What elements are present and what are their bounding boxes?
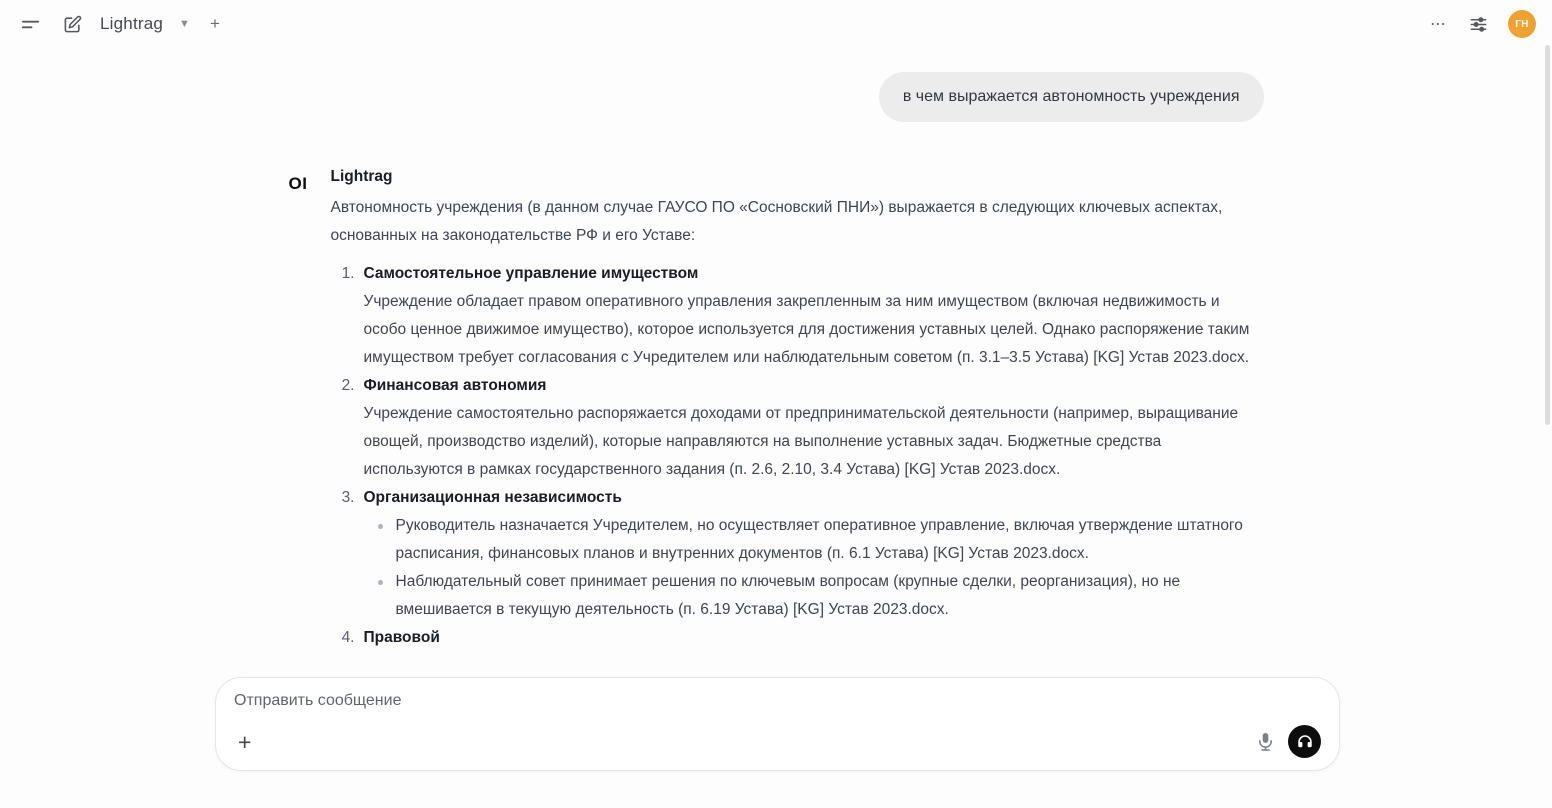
list-item-title: Самостоятельное управление имуществом <box>363 265 699 282</box>
user-message-bubble: в чем выражается автономность учреждения <box>879 72 1264 122</box>
more-options-icon[interactable]: ⋯ <box>1430 16 1448 33</box>
bullet-item: Наблюдательный совет принимает решения по ключевым вопросам (крупные сделки, реорганизация), но не вмешивается в текущую деятельность (п. 6.19 Устава) [KG] Устав 2023.docx. <box>364 568 1264 624</box>
list-item-body: Учреждение обладает правом оперативного управления закрепленным за ним имуществом (включая недвижимость и особо ценное движимое имущество), которое используется для достижения уставных целей. Однако распоряжение таким имуществом требует согласования с Учредителем или наблюдательным советом (п. 3.1–3.5 Устава) [KG] Устав 2023.docx. <box>363 293 1250 366</box>
top-bar <box>0 0 1552 48</box>
list-item <box>331 260 1264 372</box>
list-item-title: Финансовая автономия <box>363 377 547 394</box>
assistant-ordered-list <box>331 260 1264 646</box>
list-item-title: Правовой <box>363 629 440 646</box>
scrollbar[interactable] <box>1545 45 1550 425</box>
list-item-title: Организационная независимость <box>363 489 622 506</box>
list-item-number: 1. <box>341 265 355 282</box>
list-item-number: 2. <box>341 377 355 394</box>
message-input[interactable] <box>234 692 1321 718</box>
assistant-intro-paragraph: Автономность учреждения (в данном случае ГАУСО ПО «Сосновский ПНИ») выражается в следующих ключевых аспектах, основанных на законодательстве РФ и его Уставе: <box>330 199 1223 244</box>
chevron-down-icon[interactable]: ▼ <box>179 18 190 30</box>
headphones-call-button[interactable] <box>1288 725 1321 758</box>
controls-sliders-icon[interactable] <box>1464 10 1492 38</box>
list-item-number: 4. <box>341 629 355 646</box>
sidebar-toggle-icon[interactable] <box>16 10 44 38</box>
list-item-clipped <box>331 624 1264 646</box>
message-composer <box>215 677 1340 771</box>
user-avatar[interactable]: ГН <box>1508 10 1536 38</box>
new-model-plus-icon[interactable]: + <box>209 14 220 33</box>
list-item <box>331 372 1264 484</box>
list-item-body: Учреждение самостоятельно распоряжается доходами от предпринимательской деятельности (например, выращивание овощей, производство изделий), которые направляются на выполнение уставных задач. Бюджетные средства используются в рамках государственного задания (п. 2.6, 2.10, 3.4 Устава) [KG] Устав 2023.docx. <box>363 405 1239 478</box>
bullet-item: Руководитель назначается Учредителем, но осуществляет оперативное управление, включая утверждение штатного расписания, финансовых планов и внутренних документов (п. 6.1 Устава) [KG] Устав 2023.docx. <box>364 512 1264 568</box>
list-item-number: 3. <box>341 489 355 506</box>
attach-plus-button[interactable]: + <box>238 728 252 755</box>
new-chat-icon[interactable] <box>58 10 86 38</box>
microphone-icon[interactable] <box>1257 731 1274 752</box>
assistant-name: Lightrag <box>330 168 393 185</box>
assistant-logo-icon: OI <box>288 174 308 193</box>
assistant-bullet-list <box>364 512 1264 624</box>
list-item <box>331 484 1264 624</box>
model-title[interactable]: Lightrag <box>100 14 164 33</box>
assistant-message <box>288 166 1264 646</box>
